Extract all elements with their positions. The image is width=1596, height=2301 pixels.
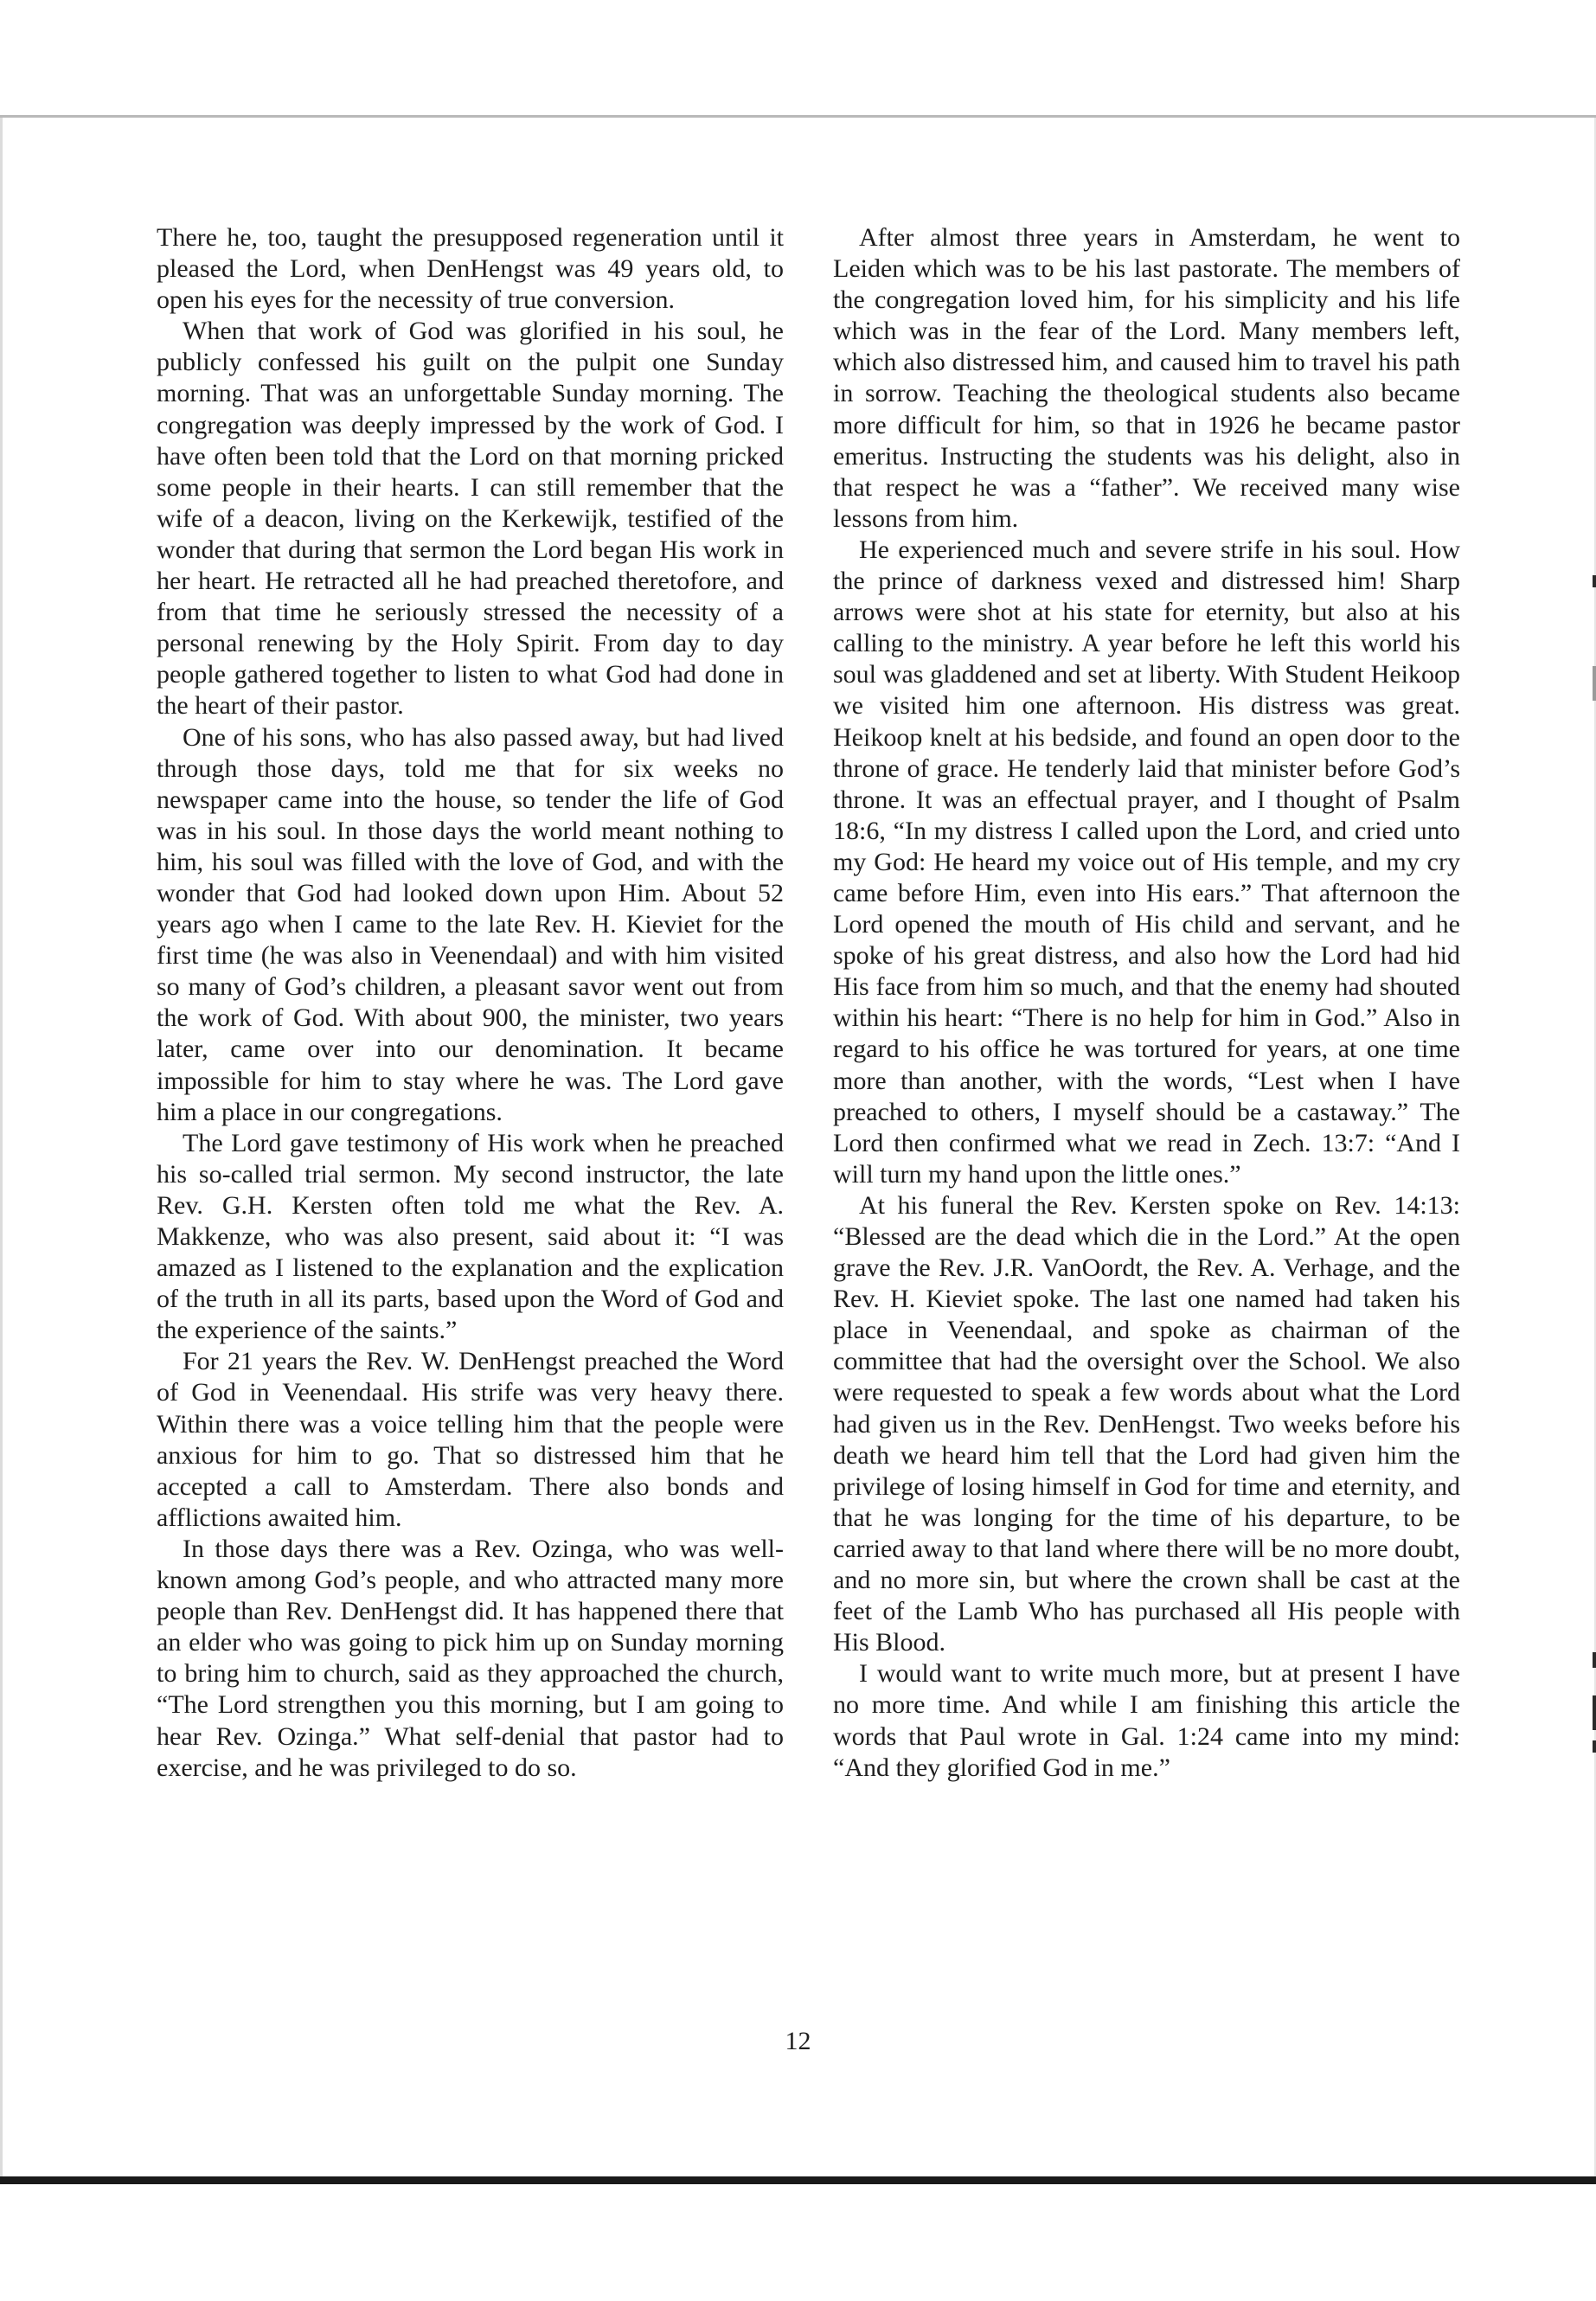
- paragraph: At his funeral the Rev. Kersten spoke on Rev. 14:13: “Blessed are the dead which die in the Lord.” At the open grave the Rev. J.R. VanOordt, the Rev. A. Verhage, and the Rev. H. Kieviet spoke. The last one named had taken his place in Veenendaal, and spoke as chairman of the committee that had the oversight over the School. We also were requested to speak a few words about what the Lord had given us in the Rev. DenHengst. Two weeks before his death we heard him tell that the Lord had given him the privilege of losing himself in God for time and eternity, and that he was longing for the time of his departure, to be carried away to that land where there will be no more doubt, and no more sin, but where the crown shall be cast at the feet of the Lamb Who has purchased all His people with His Blood.: [833, 1190, 1460, 1657]
- scan-top-edge: [0, 115, 1596, 118]
- scan-margin-mark: [1593, 1652, 1596, 1668]
- scan-bottom-edge: [0, 2176, 1596, 2184]
- paragraph: After almost three years in Amsterdam, he went to Leiden which was to be his last pastorate. The members of the congregation loved him, for his simplicity and his life which was in the fear of the Lord. Many members left, which also distressed him, and caused him to travel his path in sorrow. Teaching the theological students also became more difficult for him, so that in 1926 he became pastor emeritus. Instructing the students was his delight, also in that respect he was a “father”. We received many wise lessons from him.: [833, 223, 1460, 533]
- page-number: 12: [785, 2027, 811, 2055]
- paragraph: One of his sons, who has also passed away, but had lived through those days, told me that for six weeks no newspaper came into the house, so tender the life of God was in his soul. In those days the world meant nothing to him, his soul was filled with the love of God, and with the wonder that God had looked down upon Him. About 52 years ago when I came to the late Rev. H. Kieviet for the first time (he was also in Veenendaal) and with him visited so many of God’s children, a pleasant savor went out from the work of God. With about 900, the minister, two years later, came over into our denomination. It became impossible for him to stay where he was. The Lord gave him a place in our congregations.: [157, 722, 784, 1126]
- scan-margin-mark: [1593, 1695, 1596, 1730]
- paragraph: There he, too, taught the presupposed regeneration until it pleased the Lord, when DenHengst was 49 years old, to open his eyes for the necessity of true conversion.: [157, 223, 784, 315]
- paragraph: For 21 years the Rev. W. DenHengst preached the Word of God in Veenendaal. His strife was very heavy there. Within there was a voice telling him that the people were anxious for him to go. That so distressed him that he accepted a call to Amsterdam. There also bonds and afflictions awaited him.: [157, 1347, 784, 1532]
- scan-margin-mark: [1593, 666, 1596, 701]
- scan-margin-mark: [1593, 575, 1596, 587]
- scan-margin-mark: [1593, 1740, 1596, 1753]
- scan-left-edge: [0, 118, 3, 2176]
- paragraph: When that work of God was glorified in his soul, he publicly confessed his guilt on the pulpit one Sunday morning. That was an unforgettable Sunday morning. The congregation was deeply impressed by the work of God. I have often been told that the Lord on that morning pricked some people in their hearts. I can still remember that the wife of a deacon, living on the Kerkewijk, testified of the wonder that during that sermon the Lord began His work in her heart. He retracted all he had preached theretofore, and from that time he seriously stressed the necessity of a personal renewing by the Holy Spirit. From day to day people gathered together to listen to what God had done in the heart of their pastor.: [157, 317, 784, 721]
- paragraph: I would want to write much more, but at present I have no more time. And while I am finishing this article the words that Paul wrote in Gal. 1:24 came into my mind: “And they glorified God in me.”: [833, 1659, 1460, 1782]
- paragraph: The Lord gave testimony of His work when he preached his so-called trial sermon. My second instructor, the late Rev. G.H. Kersten often told me what the Rev. A. Makkenze, who was also present, said about it: “I was amazed as I listened to the explanation and the explication of the truth in all its parts, based upon the Word of God and the experience of the saints.”: [157, 1128, 784, 1345]
- paragraph: He experienced much and severe strife in his soul. How the prince of darkness vexed and distressed him! Sharp arrows were shot at his state for eternity, but also at his calling to the ministry. A year before he left this world his soul was gladdened and set at liberty. With Student Heikoop we visited him one afternoon. His distress was great. Heikoop knelt at his bedside, and found an open door to the throne of grace. He tenderly laid that minister before God’s throne. It was an effectual prayer, and I thought of Psalm 18:6, “In my distress I called upon the Lord, and cried unto my God: He heard my voice out of His temple, and my cry came before Him, even into His ears.” That afternoon the Lord opened the mouth of His child and servant, and he spoke of his great distress, and also how the Lord had hid His face from him so much, and that the enemy had shouted within his heart: “There is no help for him in God.” Also in regard to his office he was tortured for years, at one time more than another, with the words, “Lest when I have preached to others, I myself should be a castaway.” The Lord then confirmed what we read in Zech. 13:7: “And I will turn my hand upon the little ones.”: [833, 535, 1460, 1189]
- right-text-column: [833, 222, 1460, 1784]
- left-text-column: [157, 222, 784, 1784]
- paragraph: In those days there was a Rev. Ozinga, who was well-known among God’s people, and who attracted many more people than Rev. DenHengst did. It has happened there that an elder who was going to pick him up on Sunday morning to bring him to church, said as they approached the church, “The Lord strengthen you this morning, but I am going to hear Rev. Ozinga.” What self-denial that pastor had to exercise, and he was privileged to do so.: [157, 1534, 784, 1782]
